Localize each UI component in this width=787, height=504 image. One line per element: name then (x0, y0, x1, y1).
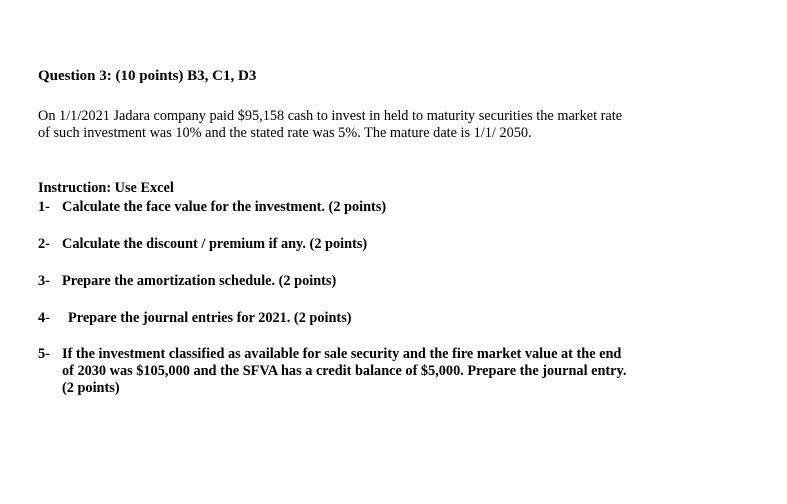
list-item-text (62, 346, 626, 397)
list-item-number: 2- (38, 236, 50, 252)
question-paragraph (38, 108, 728, 142)
paragraph-line-2: of such investment was 10% and the stated rate was 5%. The mature date is 1/1/ 2050. (38, 125, 532, 141)
paragraph-line-1: On 1/1/2021 Jadara company paid $95,158 cash to invest in held to maturity securities the market rate (38, 108, 623, 124)
list-item-line-2: of 2030 was $105,000 and the SFVA has a credit balance of $5,000. Prepare the journal entry. (62, 363, 627, 379)
list-item-number: 3- (38, 273, 50, 289)
list-item-text: Calculate the discount / premium if any. (2 points) (62, 236, 368, 252)
list-item-line-3: (2 points) (62, 380, 120, 396)
list-item-number: 5- (38, 346, 50, 362)
list-item-text: Calculate the face value for the investment. (2 points) (62, 199, 387, 215)
list-item-text: Prepare the journal entries for 2021. (2 points) (68, 310, 352, 326)
list-item-line-1: If the investment classified as available for sale security and the fire market value at the end (62, 346, 622, 362)
list-item-number: 4- (38, 310, 50, 326)
list-item-text: Prepare the amortization schedule. (2 points) (62, 273, 337, 289)
instruction-heading: Instruction: Use Excel (38, 180, 174, 196)
list-item-number: 1- (38, 199, 50, 215)
question-title: Question 3: (10 points) B3, C1, D3 (38, 68, 257, 84)
